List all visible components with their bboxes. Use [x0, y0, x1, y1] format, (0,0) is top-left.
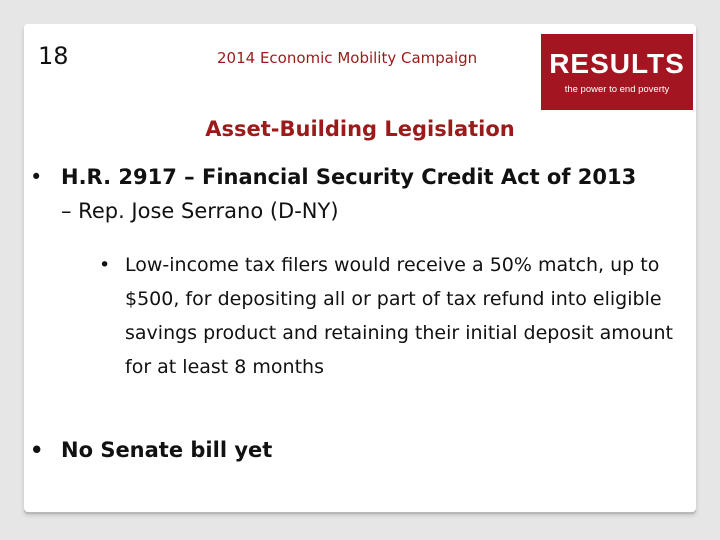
bullet-senate-text: No Senate bill yet: [61, 438, 273, 462]
campaign-label: 2014 Economic Mobility Campaign: [217, 49, 478, 67]
bill-name: H.R. 2917 – Financial Security Credit Act of 2013: [61, 165, 637, 189]
logo-wordmark: RESULTS: [549, 48, 685, 79]
bill-sponsor: – Rep. Jose Serrano (D-NY): [61, 199, 339, 223]
logo-tagline: the power to end poverty: [564, 84, 670, 95]
bullet-dot: •: [30, 165, 43, 189]
bullet-bill: [30, 160, 650, 228]
bullet-senate: [30, 433, 272, 467]
sub-bullet-details: [99, 248, 689, 384]
bullet-dot: •: [99, 254, 111, 276]
slide-title: Asset-Building Legislation: [205, 117, 515, 141]
results-logo: [541, 34, 693, 110]
slide-number: 18: [38, 42, 69, 70]
sub-bullet-text: Low-income tax filers would receive a 50% match, up to $500, for depositing all or part of tax refund into eligible savings product and retaining their initial deposit amount for at least 8 months: [125, 254, 673, 378]
bullet-bill-text: [61, 160, 650, 228]
bullet-dot: •: [30, 438, 44, 462]
